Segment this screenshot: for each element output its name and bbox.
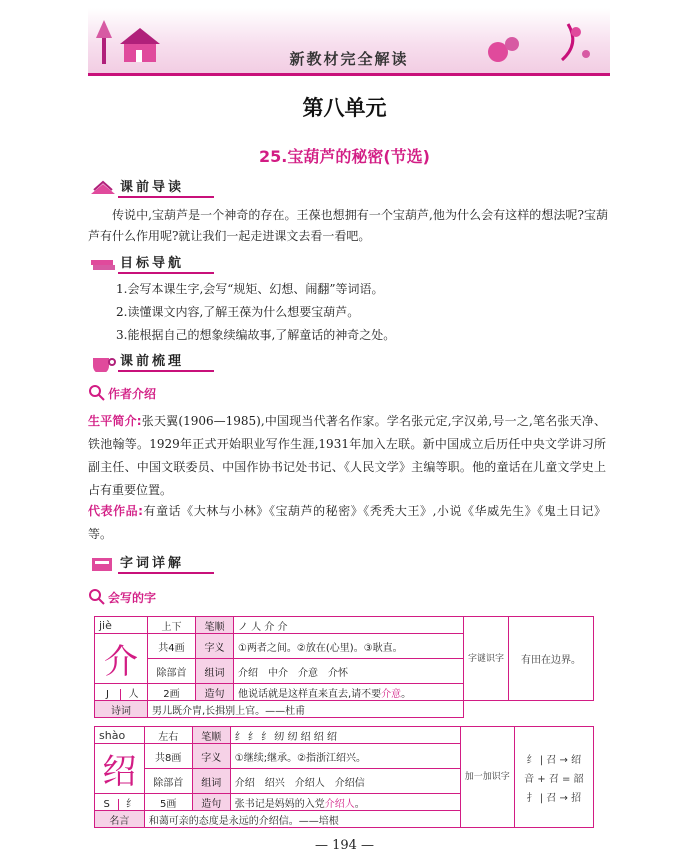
stroke-order: 纟 纟 纟 纫 纫 绍 绍 绍 xyxy=(230,727,460,744)
radical-cell: S 纟 xyxy=(95,794,145,811)
stroke-order: ノ 人 介 介 xyxy=(233,617,463,634)
magnifier-icon xyxy=(88,384,106,402)
author-heading: 作者介绍 xyxy=(88,384,156,402)
author-bio: 生平简介:张天翼(1906—1985),中国现当代著名作家。学名张元定,字汉弟,号一之,笔名张天净、铁池翰等。1929年正式开始职业写作生涯,1931年加入左联。新中国成立后历任中央文学讲习所副主任、中国文联委员、中国作协书记处书记、《人民文学》主编等职。他的童话在儿童文学史上占有重要位置。 xyxy=(88,414,606,497)
books-icon xyxy=(88,252,118,274)
section-label: 课前梳理 xyxy=(118,350,214,372)
big-char: 介 xyxy=(95,634,148,684)
pinyin: jiè xyxy=(95,617,148,634)
list-item: 3.能根据自己的想象续编故事,了解童话的神奇之处。 xyxy=(116,328,396,342)
side-label: 字谜识字 xyxy=(463,617,508,701)
section-label: 字词详解 xyxy=(118,552,214,574)
section-label: 目标导航 xyxy=(118,252,214,274)
list-item: 2.读懂课文内容,了解王葆为什么想要宝葫芦。 xyxy=(116,305,360,319)
book-icon xyxy=(88,176,118,198)
words: 介绍 绍兴 介绍人 介绍信 xyxy=(230,769,460,794)
meaning: ①继续;继承。②指浙江绍兴。 xyxy=(230,744,460,769)
poem: 男儿既介胄,长揖别上官。——杜甫 xyxy=(147,701,463,718)
cup-icon xyxy=(88,350,118,372)
radical-cell: J 人 xyxy=(95,684,148,701)
magnifier-icon xyxy=(88,588,106,606)
poem: 和蔼可亲的态度是永远的介绍信。——培根 xyxy=(144,811,460,828)
notebook-icon xyxy=(88,552,118,574)
big-char: 绍 xyxy=(95,744,145,794)
lesson-title: 25.宝葫芦的秘密(节选) xyxy=(259,147,430,166)
chars-heading: 会写的字 xyxy=(88,588,156,606)
example: 张书记是妈妈的入党介绍人。 xyxy=(230,794,460,811)
pinyin: shào xyxy=(95,727,145,744)
meaning: ①两者之间。②放在(心里)。③耿直。 xyxy=(233,634,463,659)
author-works: 代表作品:有童话《大林与小林》《宝葫芦的秘密》《秃秃大王》,小说《华威先生》《鬼土日记》等。 xyxy=(88,504,606,541)
section-goals xyxy=(88,252,214,274)
structure: 上下 xyxy=(147,617,195,634)
section-preview xyxy=(88,176,214,198)
unit-title: 第八单元 xyxy=(302,96,387,120)
side-text: 有田在边界。 xyxy=(508,617,593,701)
side-rows: 纟 | 召 → 绍 音 + 召 = 韶 扌 | 召 → 招 xyxy=(514,727,593,828)
page-header xyxy=(88,8,610,78)
page-number: — 194 — xyxy=(314,838,375,853)
goal-list xyxy=(116,278,395,347)
side-label: 加一加识字 xyxy=(460,727,514,828)
words: 介绍 中介 介意 介怀 xyxy=(233,659,463,684)
structure: 左右 xyxy=(144,727,192,744)
section-label: 课前导读 xyxy=(118,176,214,198)
char-table-shao: shào 左右 笔顺 纟 纟 纟 纫 纫 绍 绍 绍 加一加识字 纟 | 召 → 绍 音 + 召 = 韶 扌 | 召 → 招 绍 共8画 字义 ①继续;继承。②指浙江绍兴。 除部首 组词 介绍 绍兴 介绍人 介绍信 S 纟 5画 造句 张书记是妈妈的入党介绍人。 名言 和蔼可亲的态度是永远的介绍信。——培根 xyxy=(94,726,594,828)
header-title: 新教材完全解读 xyxy=(289,50,409,68)
section-words xyxy=(88,552,214,574)
list-item: 1.会写本课生字,会写“规矩、幻想、闹翻”等词语。 xyxy=(116,282,384,296)
preview-text: 传说中,宝葫芦是一个神奇的存在。王葆也想拥有一个宝葫芦,他为什么会有这样的想法呢?宝葫芦有什么作用呢?就让我们一起走进课文去看一看吧。 xyxy=(88,208,608,243)
section-review xyxy=(88,350,214,372)
char-table-jie: jiè 上下 笔顺 ノ 人 介 介 字谜识字 有田在边界。 介 共4画 字义 ①两者之间。②放在(心里)。③耿直。 除部首 组词 介绍 中介 介意 介怀 J 人 2画 造句 他说话就是这样直来直去,请不要介意。 诗词 男儿既介胄,长揖别上官。——杜甫 xyxy=(94,616,594,718)
example: 他说话就是这样直来直去,请不要介意。 xyxy=(233,684,463,701)
